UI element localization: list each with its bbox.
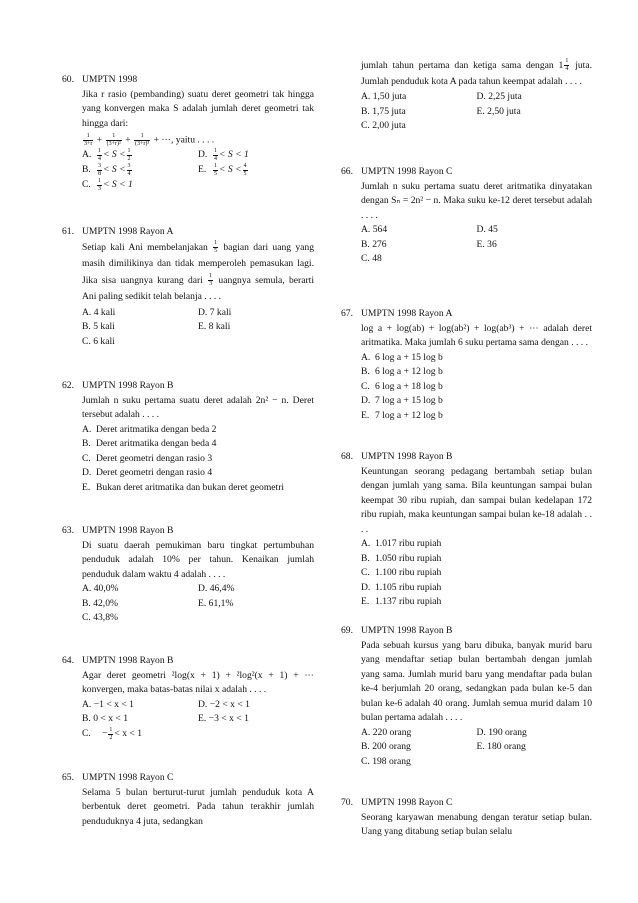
question-text: Di suatu daerah pemukiman baru tingkat pertumbuhan penduduk adalah 10% per tahun. Kenaikan jumlah penduduk dalam waktu 4 adalah . . . . — [82, 539, 314, 580]
question-number: 68. — [341, 451, 353, 462]
option-row: A. −1 < x < 1 D. −2 < x < 1 — [82, 698, 250, 710]
question-68 — [341, 450, 592, 610]
question-source: UMPTN 1998 Rayon B — [82, 525, 174, 536]
option-row: C. 2,00 juta — [361, 120, 406, 131]
option-row: C. 1.100 ribu rupiah — [361, 567, 442, 578]
option-row: C. 48 — [361, 253, 382, 264]
question-text: Jumlah n suku pertama suatu deret aritmatika dinyatakan dengan Sₙ = 2n² − n. Maka suku ke-12 deret tersebut adalah . . . . — [361, 180, 592, 221]
question-63 — [62, 524, 314, 626]
question-number: 66. — [341, 166, 353, 177]
question-source: UMPTN 1998 Rayon C — [361, 797, 453, 808]
option-row: B. 276 E. 36 — [361, 238, 497, 250]
option-row: A. Deret aritmatika dengan beda 2 — [82, 423, 217, 435]
question-65 — [62, 771, 314, 829]
option-row: A. 564 D. 45 — [361, 224, 498, 235]
option-row: B. 5 kali E. 8 kali — [82, 321, 231, 332]
question-number: 65. — [62, 772, 74, 783]
question-number: 62. — [62, 380, 74, 391]
option-row: C. 6 log a + 18 log b — [361, 380, 443, 392]
question-60 — [62, 73, 314, 193]
question-text: jumlah tahun pertama dan ketiga sama dengan 1 $\frac{1}{4}$ juta. Jumlah penduduk kota A pada tahun keempat adalah . . . . — [361, 58, 592, 87]
question-67 — [341, 307, 592, 423]
option-row: A. 1.017 ribu rupiah — [361, 538, 442, 549]
question-text: Agar deret geometri ²log(x + 1) + ²log²(x + 1) + ⋯ konvergen, maka batas-batas nilai x adalah . . . . — [82, 669, 314, 695]
question-text: Selama 5 bulan berturut-turut jumlah penduduk kota A berbentuk deret geometri. Pada tahun terakhir jumlah penduduknya 4 juta, sedangkan — [82, 786, 314, 827]
option-row: A. 6 log a + 15 log b — [361, 351, 443, 363]
option-row: B. $\frac{3}{8}$ < S < $\frac{3}{4}$ E. $\frac{1}{5}$ < S < $\frac{4}{5}$ — [82, 163, 247, 178]
question-66 — [341, 165, 592, 267]
option-row: C. $\frac{1}{3}$ < S < 1 — [82, 178, 133, 193]
question-source: UMPTN 1998 Rayon B — [361, 451, 453, 462]
question-69 — [341, 624, 592, 769]
question-65-continued — [341, 58, 592, 134]
option-row: E. Bukan deret aritmatika dan bukan deret geometri — [82, 481, 285, 493]
option-row: A. $\frac{1}{4}$ < S < $\frac{1}{2}$ D. $\frac{1}{4}$ < S < 1 — [82, 148, 249, 163]
question-text: Seorang karyawan menabung dengan teratur setiap bulan. Uang yang ditabung setiap bulan selalu — [361, 811, 592, 837]
option-row: B. 0 < x < 1 E. −3 < x < 1 — [82, 713, 249, 724]
option-row: A. 4 kali D. 7 kali — [82, 306, 232, 318]
option-row: C. 43,8% — [82, 612, 118, 623]
option-row: A. 220 orang D. 190 orang — [361, 726, 527, 738]
question-source: UMPTN 1998 Rayon A — [361, 308, 453, 319]
question-source: UMPTN 1998 Rayon A — [82, 226, 174, 237]
option-row: E. 7 log a + 12 log b — [361, 409, 443, 421]
question-62 — [62, 379, 314, 495]
question-source: UMPTN 1998 — [82, 74, 138, 85]
question-source: UMPTN 1998 Rayon C — [82, 772, 174, 783]
option-row: D. Deret geometri dengan rasio 4 — [82, 467, 213, 478]
question-70 — [341, 796, 592, 840]
option-row: C. 198 orang — [361, 755, 411, 767]
option-row: A. 1,50 juta D. 2,25 juta — [361, 91, 522, 102]
question-61 — [62, 225, 314, 349]
option-row: B. 1.050 ribu rupiah — [361, 552, 442, 564]
question-text: Setiap kali Ani membelanjakan $\frac{1}{5}$ bagian dari uang yang masih dimilikinya dan tidak memperoleh pemasukan lagi. Jika sisa uangnya kurang dari $\frac{1}{3}$ uangnya semula, berarti Ani paling sedikit telah belanja . . . . — [82, 239, 314, 302]
question-text: Jumlah n suku pertama suatu deret adalah 2n² − n. Deret tersebut adalah . . . . — [82, 394, 314, 420]
option-row: A. 40,0% D. 46,4% — [82, 583, 235, 594]
option-row: C. Deret geometri dengan rasio 3 — [82, 452, 213, 464]
option-row: E. 1.137 ribu rupiah — [361, 596, 442, 607]
option-row: B. Deret aritmatika dengan beda 4 — [82, 438, 217, 449]
question-source: UMPTN 1998 Rayon B — [361, 625, 453, 636]
series-expression: $\frac{1}{3+r}$ + $\frac{1}{\text{(3+r)²}}$ + $\frac{1}{\text{(3+r)³}}$ + ⋯, yaitu . . . . — [84, 133, 215, 147]
question-number: 67. — [341, 308, 353, 319]
option-row: B. 6 log a + 12 log b — [361, 366, 443, 377]
question-source: UMPTN 1998 Rayon B — [82, 380, 174, 391]
question-number: 70. — [341, 797, 353, 808]
question-text: Pada sebuah kursus yang baru dibuka, banyak murid baru yang mendaftar setiap bulan bertambah dengan jumlah yang sama. Jumlah murid baru yang mendaftar pada bulan ke-4 berjumlah 20 orang, sedangkan pada bulan ke-5 dan bulan ke-6 adalah 40 orang. Jumlah semua murid dalam 10 bulan pertama adalah . . . . — [361, 639, 592, 723]
option-row: B. 42,0% E. 61,1% — [82, 597, 234, 609]
question-number: 61. — [62, 226, 74, 237]
question-number: 60. — [62, 74, 74, 85]
question-number: 64. — [62, 655, 74, 666]
question-text: Keuntungan seorang pedagang bertambah setiap bulan dengan jumlah yang sama. Bila keuntungan sampai bulan keempat 30 ribu rupiah, dan sampai bulan kedelapan 172 ribu rupiah, maka keuntungan sampai bulan ke-18 adalah . . . . — [361, 465, 592, 535]
option-row: C. 6 kali — [82, 335, 115, 347]
question-number: 69. — [341, 625, 353, 636]
question-text: Jika r rasio (pembanding) suatu deret geometri tak hingga yang konvergen maka S adalah jumlah deret geometri tak hingga dari: — [82, 88, 314, 129]
option-row: D. 1.105 ribu rupiah — [361, 581, 442, 593]
question-number: 63. — [62, 525, 74, 536]
option-row: D. 7 log a + 15 log b — [361, 395, 443, 406]
question-64 — [62, 654, 314, 742]
option-row: B. 200 orang E. 180 orang — [361, 741, 526, 752]
option-row: C. − $\frac{1}{2}$ < x < 1 — [82, 726, 143, 741]
question-source: UMPTN 1998 Rayon B — [82, 655, 174, 666]
option-row: B. 1,75 juta E. 2,50 juta — [361, 105, 521, 117]
question-text: log a + log(ab) + log(ab²) + log(ab³) + ⋯ adalah deret aritmatika. Maka jumlah 6 suku pertama sama dengan . . . . — [361, 322, 592, 348]
question-source: UMPTN 1998 Rayon C — [361, 166, 453, 177]
